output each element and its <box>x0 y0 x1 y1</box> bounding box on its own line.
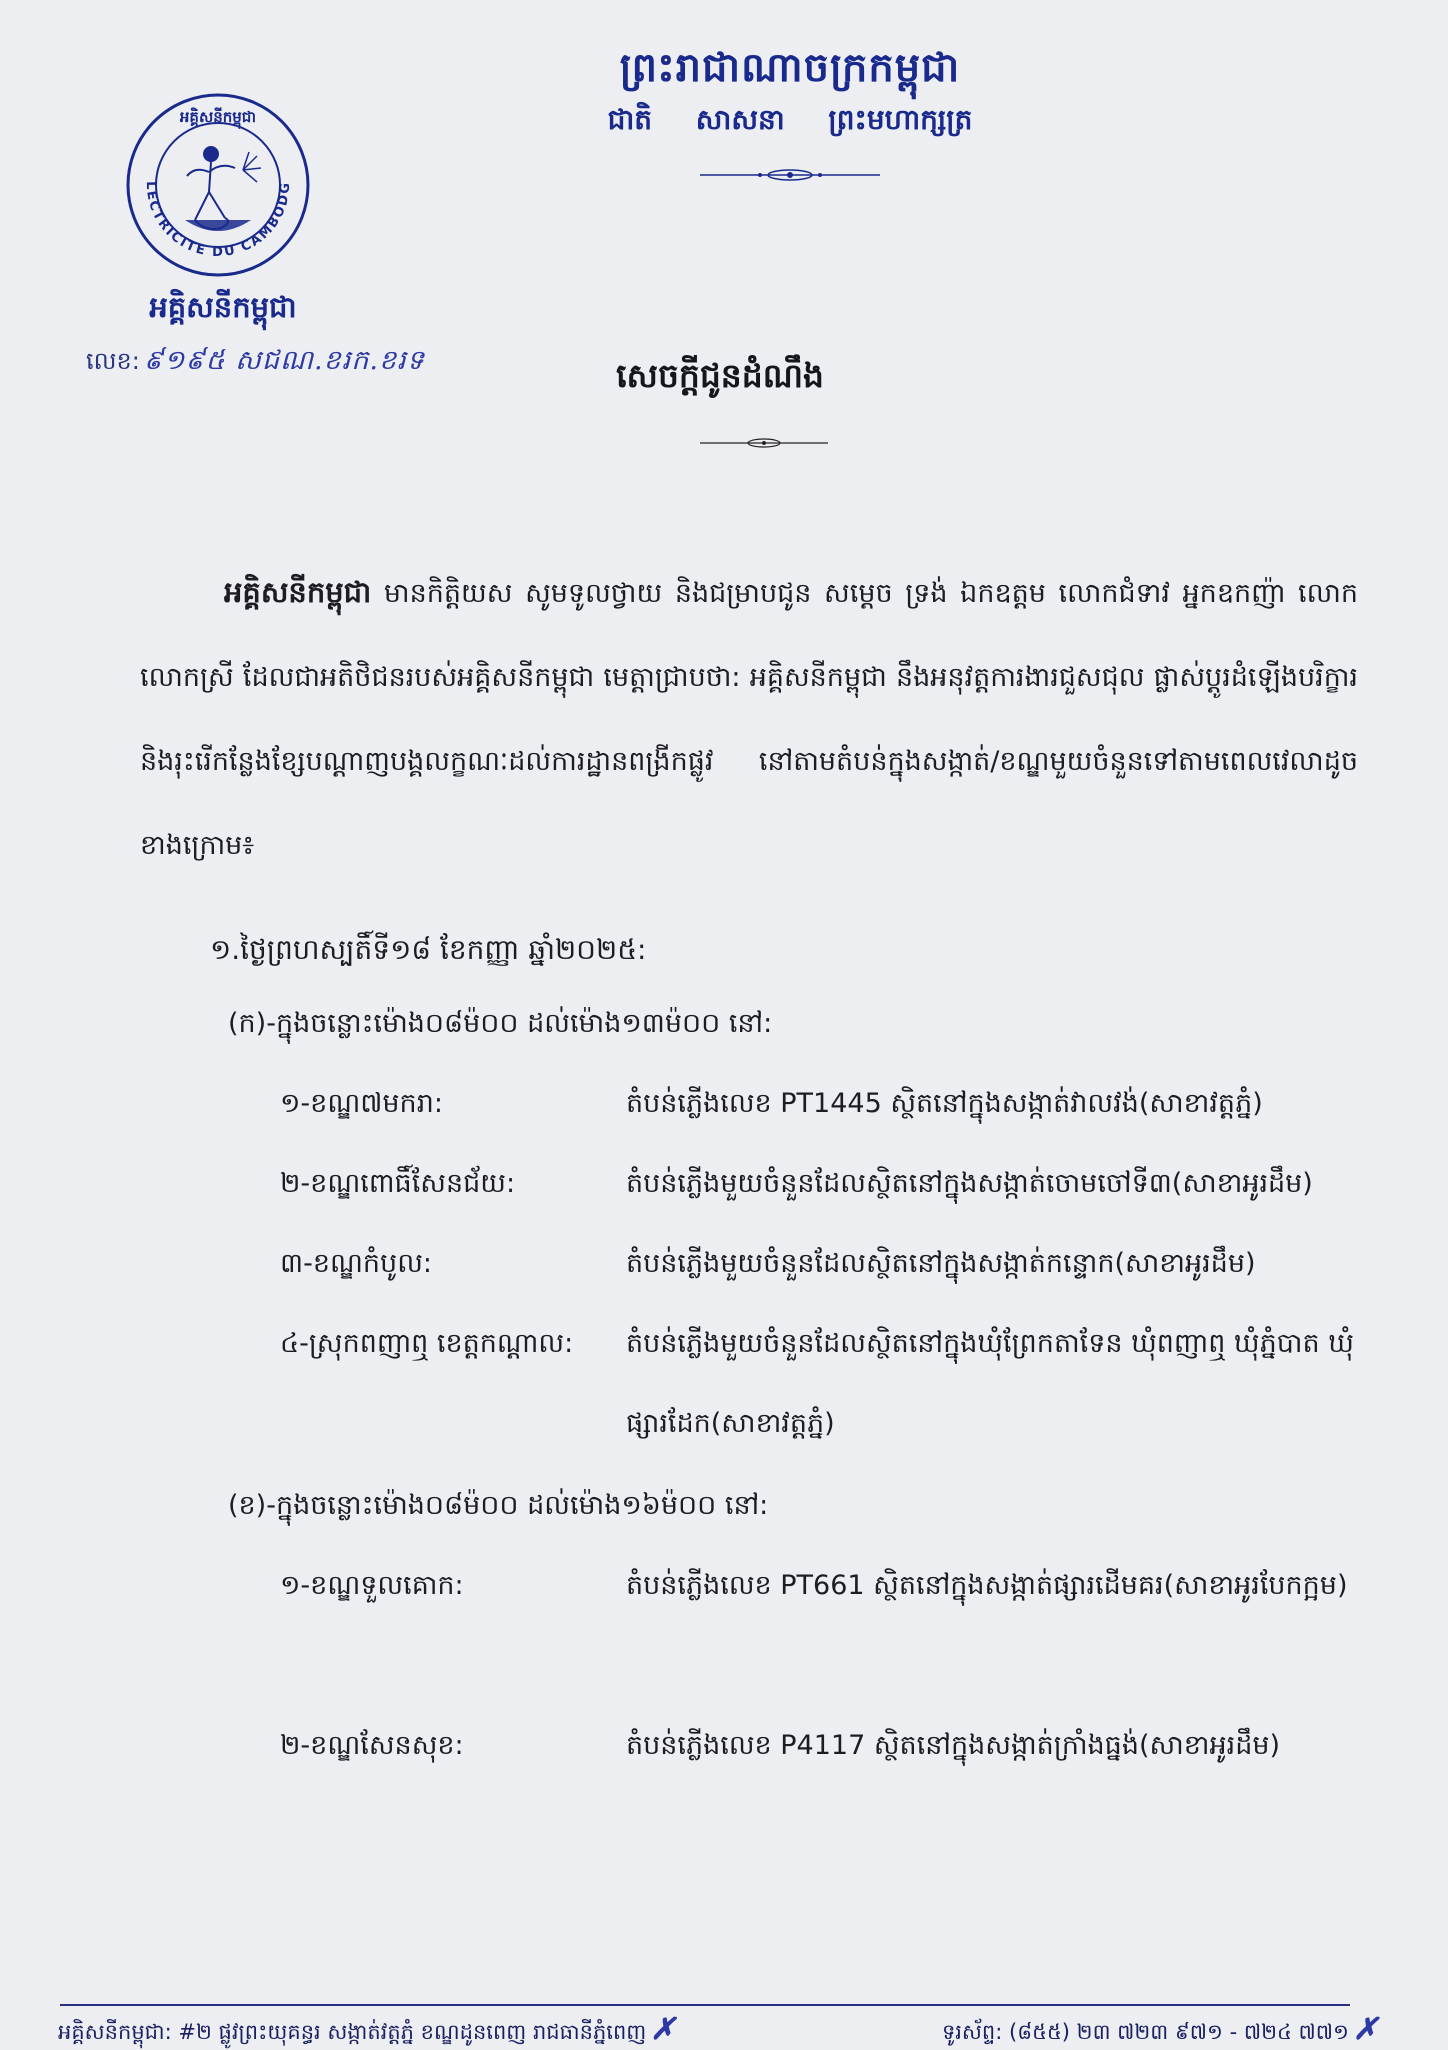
period-a-heading: (ក)-ក្នុងចន្លោះម៉ោង០៨ម៉០០ ដល់ម៉ោង១៣ម៉០០ នៅ: <box>228 1008 773 1039</box>
area-description: តំបន់ភ្លើងមួយចំនួនដែលស្ថិតនៅក្នុងសង្កាត់កន្ទោក(សាខាអូរដឹម) <box>626 1248 1256 1279</box>
area-description: តំបន់ភ្លើងមួយចំនួនដែលស្ថិតនៅក្នុងសង្កាត់ចោមចៅទី៣(សាខាអូរដឹម) <box>626 1168 1313 1199</box>
area-description: តំបន់ភ្លើងលេខ P4117 ស្ថិតនៅក្នុងសង្កាត់ក្រាំងធ្នង់(សាខាអូរដឹម) <box>626 1730 1280 1761</box>
schedule-date: ១.ថ្ងៃព្រហស្បតិ៍ទី១៨ ខែកញ្ញា ឆ្នាំ២០២៥: <box>210 933 647 966</box>
area-name: ១-ខណ្ឌទួលគោក: <box>280 1570 464 1601</box>
intro-org-bold: អគ្គិសនីកម្ពុជា <box>224 575 372 609</box>
list-item <box>280 1064 1360 1144</box>
seal-ring-text: LECTRICITE DU CAMBODG <box>142 180 294 261</box>
list-item <box>280 1224 1360 1304</box>
area-name: ២-ខណ្ឌសែនសុខ: <box>280 1730 464 1761</box>
reference-label: លេខ: <box>86 347 140 375</box>
list-item <box>280 1546 1360 1706</box>
list-item <box>280 1706 1360 1786</box>
header-ornament-icon <box>700 168 880 182</box>
footer-phone <box>942 2012 1378 2050</box>
area-name: ១-ខណ្ឌ៧មករា: <box>280 1088 443 1119</box>
edc-seal-logo <box>125 92 311 278</box>
footer-address-text: អគ្គិសនីកម្ពុជា: #២ ផ្លូវព្រះយុគន្ធរ សង្កាត់វត្តភ្នំ ខណ្ឌដូនពេញ រាជធានីភ្នំពេញ <box>58 2020 647 2044</box>
kingdom-title: ព្រះរាជាណាចក្រកម្ពុជា <box>619 44 961 91</box>
footer-phone-text: ទូរស័ព្ទ: (៨៥៥) ២៣ ៧២៣ ៩៧១ - ៧២៤ ៧៧១ <box>941 2020 1349 2044</box>
list-item <box>280 1304 1360 1464</box>
list-item <box>280 1144 1360 1224</box>
reference-number <box>86 344 425 383</box>
national-motto: ជាតិ សាសនា ព្រះមហាក្សត្រ <box>607 103 973 136</box>
initial-mark-icon: ✗ <box>1352 2012 1378 2047</box>
area-name: ៤-ស្រុកពញាឮ ខេត្តកណ្ដាល: <box>280 1328 574 1359</box>
seal-top-text: អគ្គិសនីកម្ពុជា <box>179 108 257 126</box>
document-title: សេចក្ដីជូនដំណឹង <box>616 356 824 395</box>
period-b-heading: (ខ)-ក្នុងចន្លោះម៉ោង០៨ម៉០០ ដល់ម៉ោង១៦ម៉០០ នៅ: <box>228 1490 769 1521</box>
footer-divider <box>60 2004 1350 2006</box>
initial-mark-icon: ✗ <box>650 2012 676 2047</box>
area-name: ៣-ខណ្ឌកំបូល: <box>280 1248 432 1279</box>
title-ornament-icon <box>700 437 828 451</box>
area-description: តំបន់ភ្លើងលេខ PT661 ស្ថិតនៅក្នុងសង្កាត់ផ្សារដើមគរ(សាខាអូរបែកក្អម) <box>626 1570 1348 1601</box>
area-description: តំបន់ភ្លើងលេខ PT1445 ស្ថិតនៅក្នុងសង្កាត់វាលវង់(សាខាវត្តភ្នំ) <box>626 1088 1263 1119</box>
intro-paragraph <box>140 550 1358 888</box>
footer-address <box>58 2012 675 2050</box>
area-description: តំបន់ភ្លើងមួយចំនួនដែលស្ថិតនៅក្នុងឃុំព្រែកតាទែន ឃុំពញាឮ ឃុំភ្នំបាត ឃុំផ្សារដែក(សាខាវត្តភ្នំ) <box>626 1328 1354 1439</box>
area-name: ២-ខណ្ឌពោធិ៍សែនជ័យ: <box>280 1168 516 1199</box>
reference-value: ៩១៩៥ សជណ.ខរក.ខរទ <box>143 345 425 376</box>
intro-text: មានកិត្តិយស សូមទូលថ្វាយ និងជម្រាបជូន សម្ដេច ទ្រង់ ឯកឧត្តម លោកជំទាវ អ្នកឧកញ៉ា លោក លោកស្រី ដែលជាអតិថិជនរបស់អគ្គិសនីកម្ពុជា មេត្តាជ្រាបថា: អគ្គិសនីកម្ពុជា នឹងអនុវត្តការងារជួសជុល ផ្លាស់ប្ដូរដំឡើងបរិក្ខារ និងរុះរើកន្លែងខ្សែបណ្ដាញបង្គលក្ខណៈដល់ការដ្ឋានពង្រីកផ្លូវ នៅតាមតំបន់ក្នុងសង្កាត់/ខណ្ឌមួយចំនួនទៅតាមពេលវេលាដូចខាងក្រោម៖ <box>140 578 1358 861</box>
organization-name: អគ្គិសនីកម្ពុជា <box>149 290 297 324</box>
